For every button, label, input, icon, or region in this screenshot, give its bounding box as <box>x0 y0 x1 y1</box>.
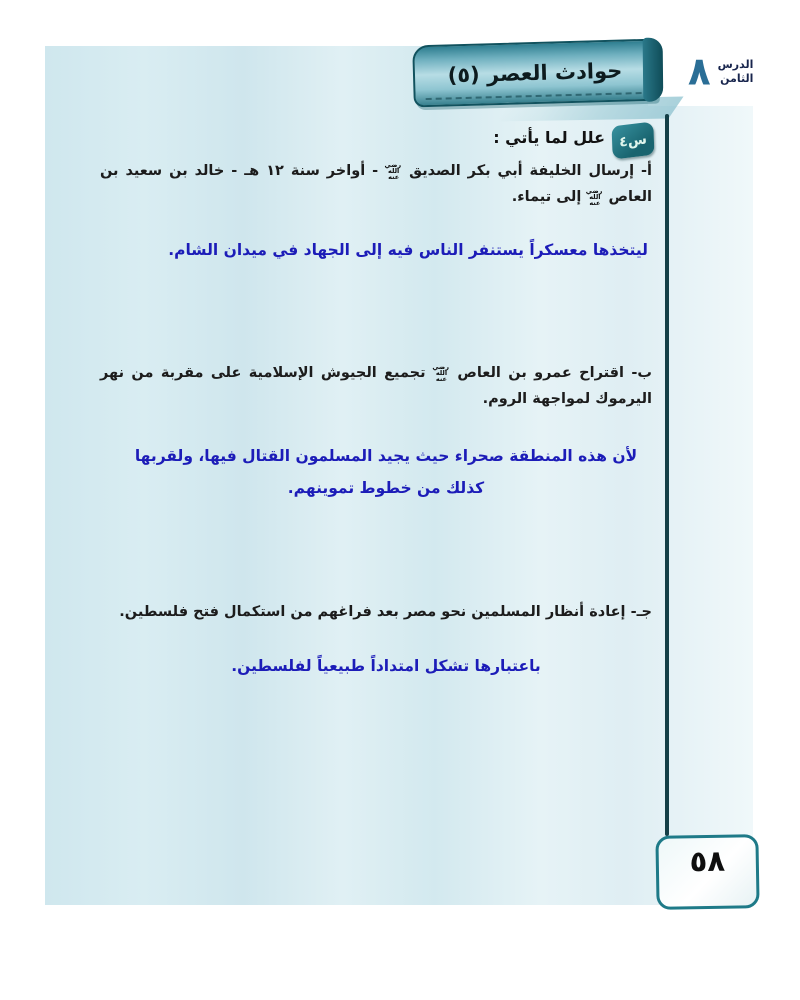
item-b-text: تجميع الجيوش الإسلامية على مقربة من نهر اليرموك لمواجهة الروم. <box>100 365 652 407</box>
page-number-box <box>655 834 759 910</box>
lesson-name-line2: الثامن <box>720 72 754 85</box>
item-c-text: جـ- إعادة أنظار المسلمين نحو مصر بعد فراغهم من استكمال فتح فلسطين. <box>119 604 652 620</box>
lesson-label <box>688 48 754 95</box>
lesson-name <box>718 58 754 86</box>
answer-b: لأن هذه المنطقة صحراء حيث يجيد المسلمون القتال فيها، ولقربها كذلك من خطوط تموينهم. <box>134 447 638 497</box>
lesson-name-line1: الدرس <box>717 58 754 71</box>
question-heading: علل لما يأتي : <box>493 128 605 147</box>
item-a-text: إلى تيماء. <box>511 189 582 205</box>
question-badge-icon <box>612 121 655 159</box>
answer-c: باعتبارها تشكل امتداداً طبيعياً لفلسطين. <box>231 657 541 675</box>
item-a-text: - أواخر سنة ١٢ هـ - خالد بن سعيد بن العاص <box>100 163 652 205</box>
question-item-b <box>100 360 652 412</box>
question-item-a <box>100 158 652 210</box>
lesson-title-banner <box>412 39 658 108</box>
content-vertical-rule <box>665 114 669 836</box>
question-item-c <box>100 599 652 625</box>
honorific-stamp: رضي الله عنه <box>585 187 603 207</box>
lesson-number: ٨ <box>688 48 711 95</box>
item-a-text: أ- إرسال الخليفة أبي بكر الصديق <box>409 163 652 179</box>
banner-fold-decoration <box>643 38 664 102</box>
item-b-text: ب- اقتراح عمرو بن العاص <box>457 365 652 381</box>
banner-title: حوادث العصر (٥) <box>447 58 623 88</box>
page-number: ٥٨ <box>689 843 726 879</box>
honorific-stamp: رضي الله عنه <box>432 363 449 383</box>
question-badge-label: س٤ <box>618 130 648 151</box>
answer-a: ليتخذها معسكراً يستنفر الناس فيه إلى الجهاد في ميدان الشام. <box>168 241 648 259</box>
honorific-stamp: رضي الله عنه <box>384 161 402 181</box>
